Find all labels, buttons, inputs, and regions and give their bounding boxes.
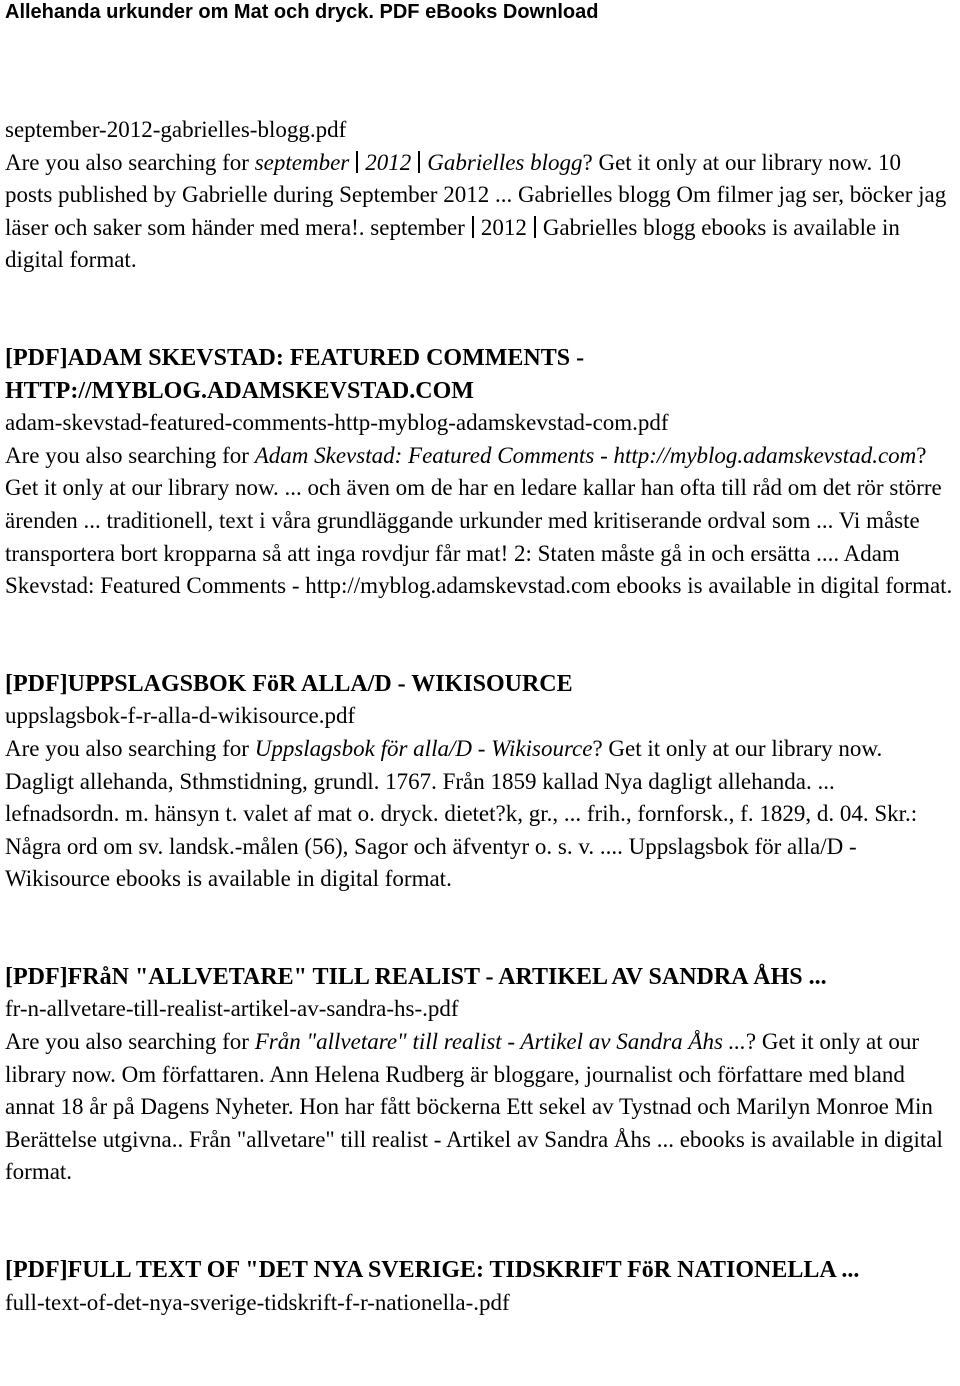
entry-description [5,147,953,277]
ebook-entry [5,961,953,1189]
entry-rest: ? Get it only at our library now. 10 posts published by Gabrielle during September 2012 ... Gabrielles blogg Om filmer jag ser, böcker jag läser och saker som händer med mera!. [5,149,947,240]
page-header [0,0,960,26]
entry-filename: uppslagsbok-f-r-alla-d-wikisource.pdf [5,703,356,729]
separator-bar [418,151,420,173]
entry-description [5,1026,953,1189]
document-content [5,114,953,1319]
entry-filename: adam-skevstad-featured-comments-http-myblog-adamskevstad-com.pdf [5,410,669,436]
ebook-entry [5,342,953,603]
entry-title: [PDF]UPPSLAGSBOK FöR ALLA/D - WIKISOURCE [5,670,573,697]
entry-query-part: september [254,149,350,175]
entry-rest: ? Get it only at our library now. Om författaren. Ann Helena Rudberg är bloggare, journalist och författare med bland annat 18 år på Dagens Nyheter. Hon har fått böckerna Ett sekel av Tystnad och Marilyn Monroe Min Berättelse utgivna.. Från "allvetare" till realist - Artikel av Sandra Åhs ... ebooks is available in digital format. [5,1029,943,1185]
entry-filename: full-text-of-det-nya-sverige-tidskrift-f-r-nationella-.pdf [5,1289,510,1315]
ebook-entry [5,1254,953,1319]
entry-query-part: Gabrielles blogg [427,149,583,175]
entry-tail-part: Gabrielles blogg ebooks is available in digital format. [5,214,900,273]
entry-rest: ? Get it only at our library now. Dagligt allehanda, Sthmstidning, grundl. 1767. Från 1859 kallad Nya dagligt allehanda. ... lefnadsordn. m. hänsyn t. valet af mat o. dryck. dietet?k, gr., ... frih., fornforsk., f. 1829, d. 04. Skr.: Några ord om sv. landsk.-målen (56), Sagor och äfventyr o. s. v. .... Uppslagsbok för alla/D - Wikisource ebooks is available in digital format. [5,735,918,892]
entry-filename: fr-n-allvetare-till-realist-artikel-av-sandra-hs-.pdf [5,996,459,1022]
entry-title: [PDF]FRåN "ALLVETARE" TILL REALIST - ARTIKEL AV SANDRA ÅHS ... [5,963,827,990]
entry-description [5,440,953,603]
entry-lead: Are you also searching for [5,442,255,468]
entry-lead: Are you also searching for [5,149,255,175]
entry-query-part: 2012 [365,149,412,175]
entry-query: Uppslagsbok för alla/D - Wikisource [254,735,593,761]
ebook-entry [5,114,953,277]
entry-lead: Are you also searching for [5,1029,255,1055]
entry-tail-part: 2012 [480,214,527,240]
separator-bar [534,216,536,238]
entry-lead: Are you also searching for [5,735,255,761]
header-title: Allehanda urkunder om Mat och dryck. PDF eBooks Download [5,1,599,23]
separator-bar [472,216,474,238]
entry-title: [PDF]ADAM SKEVSTAD: FEATURED COMMENTS - HTTP://MYBLOG.ADAMSKEVSTAD.COM [5,344,585,404]
separator-bar [356,151,358,173]
entry-title: [PDF]FULL TEXT OF "DET NYA SVERIGE: TIDSKRIFT FöR NATIONELLA ... [5,1257,860,1284]
entry-rest: ? Get it only at our library now. ... och även om de har en ledare kallar han ofta till råd om det rör större ärenden ... traditionell, text i våra grundläggande urkunder med kritiserande ordval som ... Vi måste transportera bort kropparna så att inga rovdjur får mat! 2: Staten måste gå in och ersätta .... Adam Skevstad: Featured Comments - http://myblog.adamskevstad.com ebooks is available in digital format. [5,442,953,599]
entry-filename: september-2012-gabrielles-blogg.pdf [5,117,347,142]
entry-query: Adam Skevstad: Featured Comments - http://myblog.adamskevstad.com [254,442,917,468]
entry-tail-part: september [370,214,465,240]
entry-description [5,733,953,896]
entry-query: Från "allvetare" till realist - Artikel av Sandra Åhs ... [254,1029,746,1055]
ebook-entry [5,668,953,896]
